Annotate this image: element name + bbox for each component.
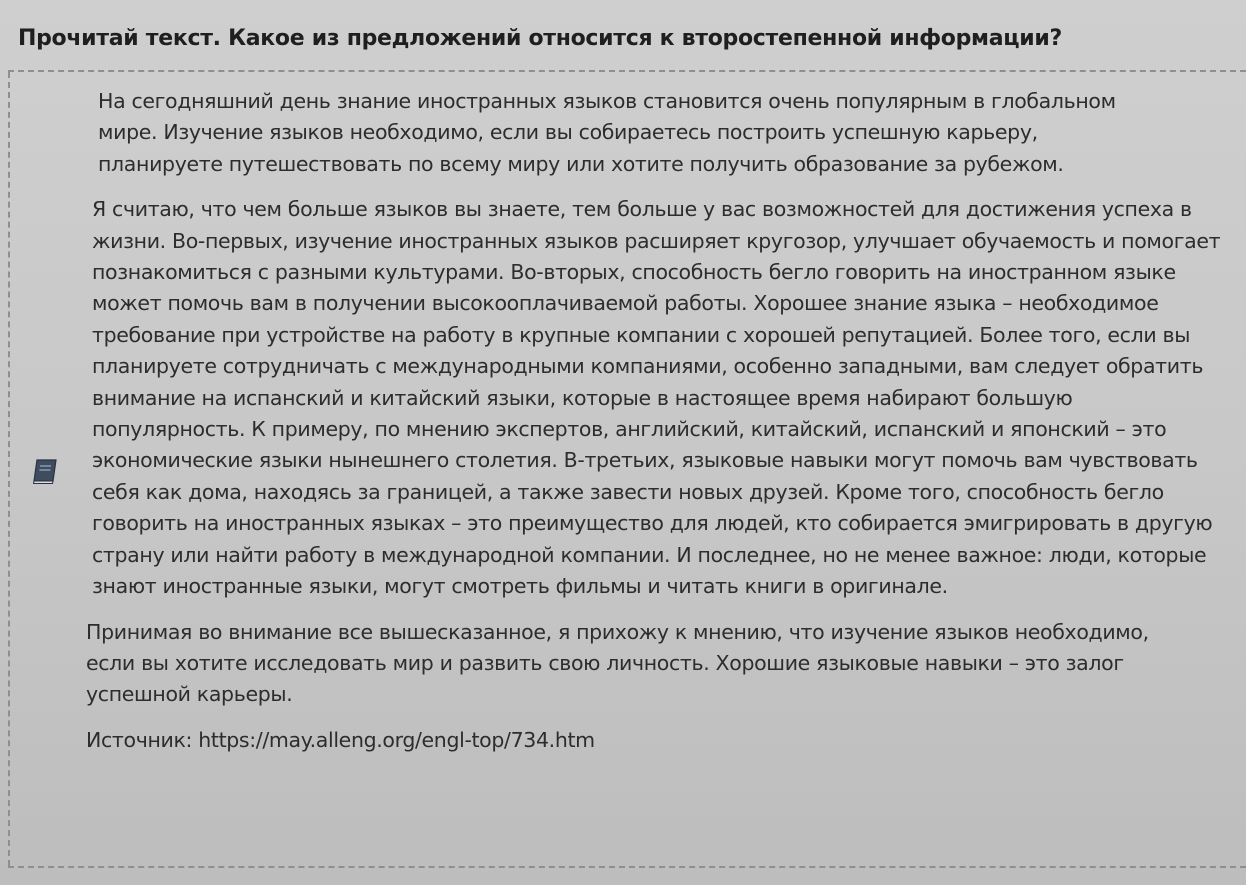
divider-bottom	[8, 866, 1246, 868]
divider-top	[8, 70, 1246, 72]
book-icon[interactable]	[30, 458, 60, 484]
passage-paragraph-3: Принимая во внимание все вышесказанное, я прихожу к мнению, что изучение языков необходимо, если вы хотите исследовать мир и развить свою личность. Хорошие языковые навыки – это залог успешной карьеры.	[86, 619, 1149, 707]
source-citation: Источник: https://may.alleng.org/engl-top/734.htm	[86, 727, 595, 752]
reading-passage	[86, 86, 1221, 755]
left-border	[8, 72, 10, 866]
passage-paragraph-2: Я считаю, что чем больше языков вы знаете, тем больше у вас возможностей для достижения успеха в жизни. Во-первых, изучение иностранных языков расширяет кругозор, улучшает обучаемость и помогает познакомиться с разными культурами. Во-вторых, способность бегло говорить на иностранном языке может помочь вам в получении высокооплачиваемой работы. Хорошее знание языка – необходимое требование при устройстве на работу в крупные компании с хорошей репутацией. Более того, если вы планируете сотрудничать с международными компаниями, особенно западными, вам следует обратить внимание на испанский и китайский языки, которые в настоящее время набирают большую популярность. К примеру, по мнению экспертов, английский, китайский, испанский и японский – это экономические языки нынешнего столетия. В-третьих, языковые навыки могут помочь вам чувствовать себя как дома, находясь за границей, а также завести новых друзей. Кроме того, способность бегло говорить на иностранных языках – это преимущество для людей, кто собирается эмигрировать в другую страну или найти работу в международной компании. И последнее, но не менее важное: люди, которые знают иностранные языки, могут смотреть фильмы и читать книги в оригинале.	[92, 197, 1221, 599]
question-title: Прочитай текст. Какое из предложений относится к второстепенной информации?	[18, 26, 1062, 51]
passage-paragraph-1: На сегодняшний день знание иностранных языков становится очень популярным в глобальном мире. Изучение языков необходимо, если вы собираетесь построить успешную карьеру, планируете путешествовать по всему миру или хотите получить образование за рубежом.	[98, 89, 1116, 176]
